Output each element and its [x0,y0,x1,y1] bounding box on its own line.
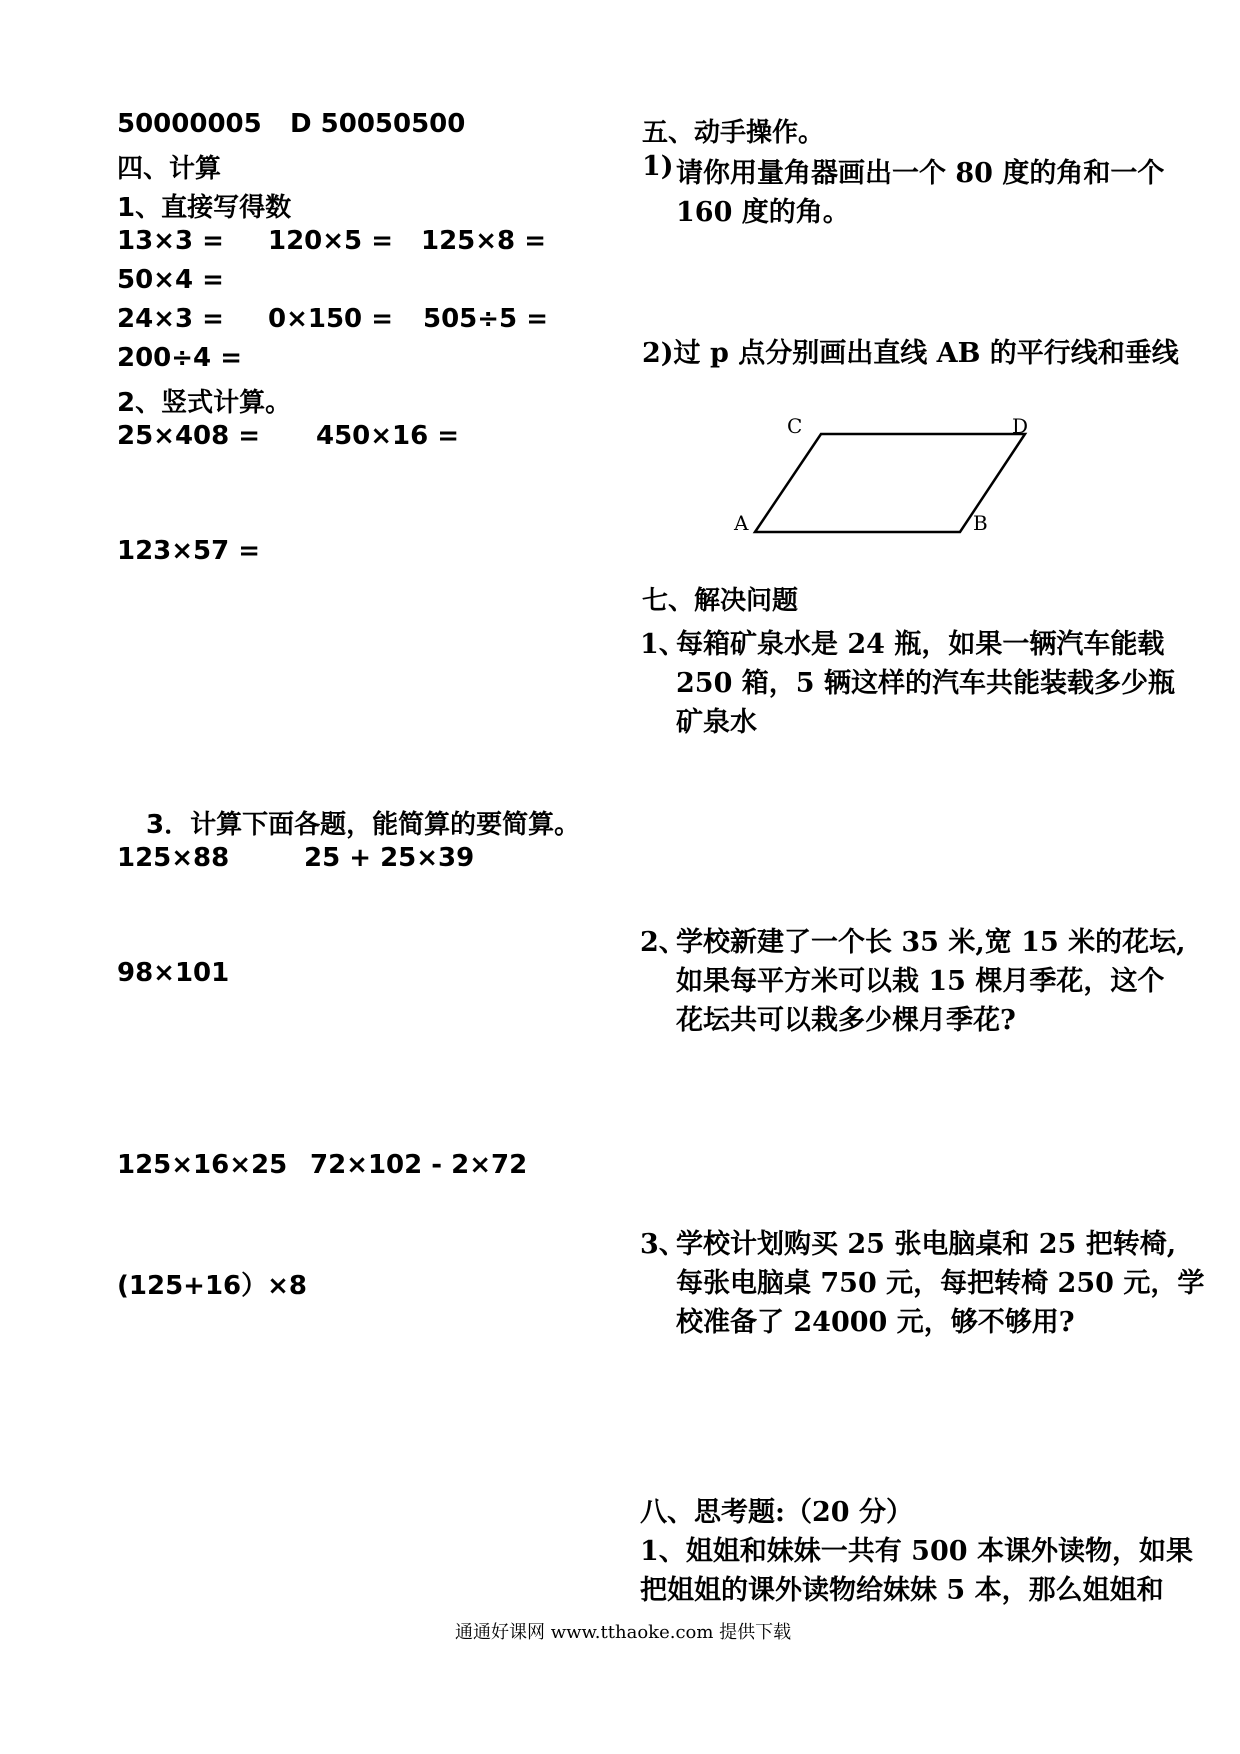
problem-2-text: 学校新建了一个长 35 米,宽 15 米的花坛, [676,927,1186,958]
vertex-d-label: D [1012,414,1029,438]
section-7-title: 七、解决问题 [642,586,799,616]
problem-1-text: 每箱矿泉水是 24 瓶，如果一辆汽车能载 [676,629,1165,660]
oral-calc-item: 200÷4 = [117,343,242,373]
problem-3-text: 校准备了 24000 元，够不够用? [676,1307,1075,1338]
parallelogram-figure [720,405,1040,545]
vertical-calc-item: 450×16 = [316,421,460,451]
oral-calc-item: 50×4 = [117,265,224,295]
problem-3-text: 每张电脑桌 750 元，每把转椅 250 元，学 [676,1268,1205,1299]
simplify-item: (125+16）×8 [117,1271,307,1301]
simplify-item: 72×102 - 2×72 [310,1150,528,1180]
problem-3-number: 3、 [640,1229,686,1260]
previous-option-d: D 50050500 [290,109,466,139]
operation-1-text: 160 度的角。 [676,197,850,228]
problem-1-number: 1、 [640,629,686,660]
previous-option-a: 50000005 [117,109,262,139]
problem-2-number: 2、 [640,927,686,958]
vertex-b-label: B [973,511,988,535]
problem-2-text: 花坛共可以栽多少棵月季花? [676,1005,1016,1036]
oral-calc-item: 505÷5 = [423,304,548,334]
simplify-item: 125×16×25 [117,1150,288,1180]
simplify-item: 98×101 [117,958,230,988]
vertical-calc-item: 123×57 = [117,536,261,566]
vertex-c-label: C [787,414,803,438]
oral-calc-item: 24×3 = [117,304,224,334]
operation-1-text: 请你用量角器画出一个 80 度的角和一个 [676,158,1165,189]
page-footer: 通通好课网 www.tthaoke.com 提供下载 [455,1622,792,1643]
operation-2-text: 2)过 p 点分别画出直线 AB 的平行线和垂线 [642,338,1179,369]
operation-1-number: 1) [642,151,674,182]
problem-1-text: 250 箱，5 辆这样的汽车共能装载多少瓶 [676,668,1175,699]
question-1-title: 1、直接写得数 [117,193,292,223]
oral-calc-item: 125×8 = [421,226,546,256]
simplify-item: 25 + 25×39 [304,843,475,873]
simplify-item: 125×88 [117,843,230,873]
section-5-title: 五、动手操作。 [642,118,825,148]
thinking-question-text: 1、姐姐和妹妹一共有 500 本课外读物，如果 [640,1536,1193,1567]
problem-3-text: 学校计划购买 25 张电脑桌和 25 把转椅, [676,1229,1177,1260]
question-3-title: 3．计算下面各题，能简算的要简算。 [146,810,581,840]
problem-1-text: 矿泉水 [676,707,757,738]
problem-2-text: 如果每平方米可以栽 15 棵月季花，这个 [676,966,1165,997]
oral-calc-item: 13×3 = [117,226,224,256]
section-8-title: 八、思考题:（20 分） [640,1497,913,1528]
question-2-title: 2、竖式计算。 [117,388,292,418]
vertex-a-label: A [734,511,749,535]
oral-calc-item: 120×5 = [268,226,393,256]
vertical-calc-item: 25×408 = [117,421,261,451]
thinking-question-text: 把姐姐的课外读物给妹妹 5 本，那么姐姐和 [640,1575,1164,1606]
section-4-title: 四、计算 [117,154,222,184]
oral-calc-item: 0×150 = [268,304,393,334]
